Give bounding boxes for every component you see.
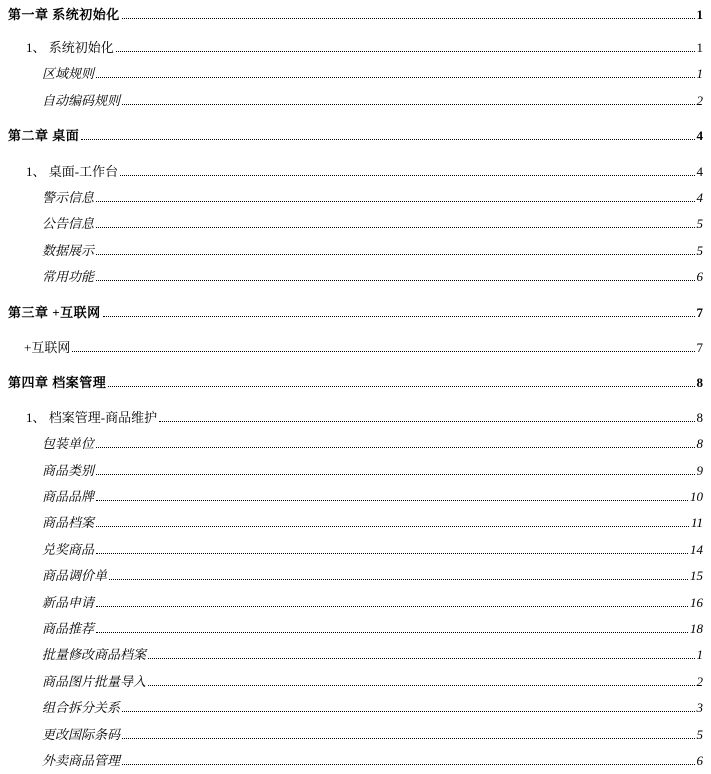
toc-entry-page: 4 — [696, 128, 703, 143]
dot-leader — [122, 18, 695, 19]
toc-entry-item[interactable] — [42, 89, 703, 109]
toc-entry-page: 1 — [696, 40, 703, 55]
toc-entry-page: 5 — [696, 727, 703, 742]
toc-entry-page: 16 — [690, 595, 703, 610]
toc-entry-label: 组合拆分关系 — [42, 700, 121, 715]
toc-entry-page: 7 — [696, 305, 703, 320]
toc-entry-item[interactable] — [42, 670, 703, 690]
toc-entry-label: 自动编码规则 — [42, 93, 121, 108]
dot-leader — [148, 658, 694, 659]
toc-entry-section[interactable] — [24, 336, 703, 356]
toc-entry-item[interactable] — [42, 485, 703, 505]
toc-entry-page: 6 — [696, 269, 703, 284]
toc-entry-item[interactable] — [42, 749, 703, 769]
toc-entry-page: 8 — [696, 375, 703, 390]
dot-leader — [122, 104, 694, 105]
toc-entry-page: 1 — [696, 647, 703, 662]
toc-entry-item[interactable] — [42, 591, 703, 611]
toc-entry-page: 9 — [696, 463, 703, 478]
toc-entry-item[interactable] — [42, 723, 703, 743]
dot-leader — [103, 316, 695, 317]
toc-entry-label: 数据展示 — [42, 243, 95, 258]
toc-entry-label: 商品调价单 — [42, 568, 108, 583]
dot-leader — [96, 526, 689, 527]
dot-leader — [96, 227, 694, 228]
toc-entry-label: 商品品牌 — [42, 489, 95, 504]
toc-entry-label: 常用功能 — [42, 269, 95, 284]
dot-leader — [96, 254, 694, 255]
toc-entry-label: 1、 档案管理-商品维护 — [26, 410, 158, 425]
toc-entry-item[interactable] — [42, 564, 703, 584]
dot-leader — [96, 474, 694, 475]
toc-entry-page: 4 — [696, 190, 703, 205]
toc-entry-label: 第一章 系统初始化 — [8, 7, 120, 22]
toc-entry-label: 批量修改商品档案 — [42, 647, 147, 662]
toc-entry-label: 第二章 桌面 — [8, 128, 80, 143]
toc-entry-section[interactable] — [26, 36, 703, 56]
toc-entry-page: 5 — [696, 216, 703, 231]
toc-entry-page: 5 — [696, 243, 703, 258]
toc-entry-label: 新品申请 — [42, 595, 95, 610]
toc-entry-label: 第三章 +互联网 — [8, 305, 101, 320]
toc-entry-page: 14 — [690, 542, 703, 557]
toc-entry-item[interactable] — [42, 265, 703, 285]
toc-entry-page: 3 — [696, 700, 703, 715]
toc-entry-chapter-4[interactable] — [8, 371, 703, 391]
dot-leader — [96, 606, 688, 607]
toc-entry-label: 外卖商品管理 — [42, 753, 121, 768]
toc-entry-label: 包装单位 — [42, 436, 95, 451]
toc-entry-item[interactable] — [42, 538, 703, 558]
toc-entry-page: 2 — [696, 93, 703, 108]
toc-entry-chapter-1[interactable] — [8, 3, 703, 23]
toc-entry-section[interactable] — [26, 160, 703, 180]
toc-entry-chapter-2[interactable] — [8, 124, 703, 144]
dot-leader — [96, 280, 694, 281]
toc-entry-chapter-3[interactable] — [8, 301, 703, 321]
toc-entry-page: 8 — [696, 436, 703, 451]
dot-leader — [108, 386, 694, 387]
toc-entry-page: 15 — [690, 568, 703, 583]
dot-leader — [159, 421, 694, 422]
toc-entry-item[interactable] — [42, 511, 703, 531]
toc-entry-item[interactable] — [42, 239, 703, 259]
toc-entry-item[interactable] — [42, 617, 703, 637]
dot-leader — [122, 738, 694, 739]
dot-leader — [148, 685, 694, 686]
toc-entry-label: 公告信息 — [42, 216, 95, 231]
toc-entry-label: 商品推荐 — [42, 621, 95, 636]
toc-entry-page: 7 — [696, 340, 703, 355]
toc-entry-page: 4 — [696, 164, 703, 179]
toc-entry-page: 18 — [690, 621, 703, 636]
dot-leader — [96, 553, 688, 554]
toc-entry-label: 1、 桌面-工作台 — [26, 164, 119, 179]
toc-entry-item[interactable] — [42, 432, 703, 452]
toc-entry-label: 区域规则 — [42, 66, 95, 81]
toc-entry-item[interactable] — [42, 212, 703, 232]
toc-entry-section[interactable] — [26, 406, 703, 426]
toc-entry-label: 商品档案 — [42, 515, 95, 530]
toc-entry-item[interactable] — [42, 459, 703, 479]
toc-entry-label: 第四章 档案管理 — [8, 375, 107, 390]
toc-entry-item[interactable] — [42, 696, 703, 716]
dot-leader — [96, 632, 688, 633]
toc-entry-label: 更改国际条码 — [42, 727, 121, 742]
toc-entry-label: 警示信息 — [42, 190, 95, 205]
dot-leader — [122, 764, 694, 765]
toc-entry-label: 商品类别 — [42, 463, 95, 478]
dot-leader — [109, 579, 688, 580]
dot-leader — [96, 77, 694, 78]
dot-leader — [120, 175, 694, 176]
toc-entry-page: 11 — [690, 515, 703, 530]
toc-entry-page: 1 — [696, 66, 703, 81]
toc-entry-item[interactable] — [42, 62, 703, 82]
toc-entry-item[interactable] — [42, 643, 703, 663]
toc-entry-item[interactable] — [42, 186, 703, 206]
toc-entry-page: 1 — [696, 7, 703, 22]
dot-leader — [96, 201, 694, 202]
toc-entry-label: 兑奖商品 — [42, 542, 95, 557]
toc-entry-label: 商品图片批量导入 — [42, 674, 147, 689]
dot-leader — [122, 711, 694, 712]
toc-entry-label: 1、 系统初始化 — [26, 40, 114, 55]
toc-entry-page: 10 — [690, 489, 703, 504]
dot-leader — [96, 447, 694, 448]
dot-leader — [72, 351, 694, 352]
toc-entry-page: 6 — [696, 753, 703, 768]
toc-entry-page: 2 — [696, 674, 703, 689]
dot-leader — [81, 139, 694, 140]
dot-leader — [96, 500, 688, 501]
toc-entry-page: 8 — [696, 410, 703, 425]
dot-leader — [116, 51, 695, 52]
toc-entry-label: +互联网 — [24, 340, 71, 355]
